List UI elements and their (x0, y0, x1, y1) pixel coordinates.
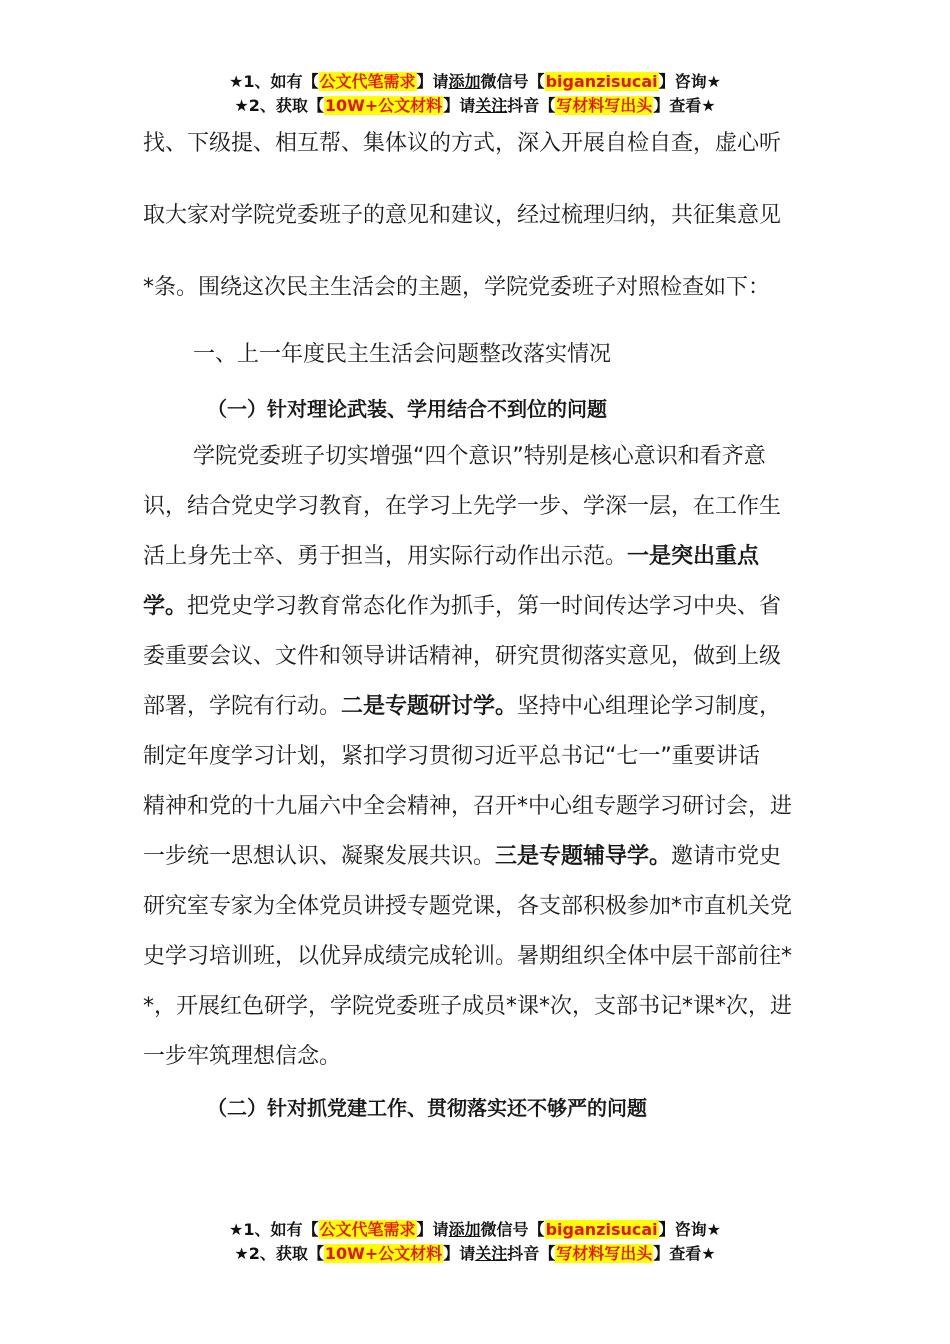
body-line: 研究室专家为全体党员讲授专题党课，各支部积极参加*市直机关党 (143, 894, 793, 919)
body-line: 找、下级提、相互帮、集体议的方式，深入开展自检自查，虚心听 (143, 131, 782, 156)
banner-line-2: ★2、获取【10W+公文材料】请关注抖音【写材料写出头】查看★ (234, 96, 716, 115)
body-line: 制定年度学习计划，紧扣学习贯彻习近平总书记“七一”重要讲话 (143, 744, 760, 769)
body-line: 委重要会议、文件和领导讲话精神，研究贯彻落实意见，做到上级 (143, 644, 782, 669)
document-body (143, 108, 807, 1134)
highlight: 10W+公文材料 (324, 96, 443, 115)
section-heading: 一、上一年度民主生活会问题整改落实情况 (193, 342, 612, 367)
highlight: 写材料写出头 (556, 96, 653, 115)
body-line: 学。把党史学习教育常态化作为抓手，第一时间传达学习中央、省 (143, 594, 782, 619)
bold-phrase: 二是专题研讨学。 (341, 694, 518, 719)
body-line: 一步牢筑理想信念。 (143, 1044, 342, 1069)
bold-phrase: 一是突出重点 (627, 544, 760, 569)
highlight: 公文代笔需求 (319, 72, 416, 91)
body-line: 活上身先士卒、勇于担当，用实际行动作出示范。一是突出重点 (143, 544, 760, 569)
body-line: *条。围绕这次民主生活会的主题，学院党委班子对照检查如下： (143, 275, 771, 300)
bold-phrase: 学。 (143, 594, 188, 619)
body-line: 精神和党的十九届六中全会精神，召开*中心组专题学习研讨会，进 (143, 794, 793, 819)
highlight: 10W+公文材料 (324, 1244, 443, 1263)
subsection-heading: （二）针对抓党建工作、贯彻落实还不够严的问题 (207, 1096, 647, 1120)
body-line: 取大家对学院党委班子的意见和建议，经过梳理归纳，共征集意见 (143, 203, 782, 228)
highlight: 写材料写出头 (556, 1244, 653, 1263)
subsection-heading: （一）针对理论武装、学用结合不到位的问题 (207, 397, 607, 421)
banner-line-1: ★1、如有【公文代笔需求】请添加微信号【biganzisucai】咨询★ (229, 72, 721, 91)
banner-line-1: ★1、如有【公文代笔需求】请添加微信号【biganzisucai】咨询★ (229, 1220, 721, 1239)
body-line: 史学习培训班，以优异成绩完成轮训。暑期组织全体中层干部前往* (143, 944, 793, 969)
footer-banner (0, 1218, 950, 1266)
body-line: 部署，学院有行动。二是专题研讨学。坚持中心组理论学习制度， (143, 694, 782, 719)
highlight: biganzisucai (545, 1220, 658, 1239)
body-line: 一步统一思想认识、凝聚发展共识。三是专题辅导学。邀请市党史 (143, 844, 782, 869)
highlight: biganzisucai (545, 72, 658, 91)
banner-line-2: ★2、获取【10W+公文材料】请关注抖音【写材料写出头】查看★ (234, 1244, 716, 1263)
body-line: 识，结合党史学习教育，在学习上先学一步、学深一层，在工作生 (143, 494, 782, 519)
body-line: 学院党委班子切实增强“四个意识”特别是核心意识和看齐意 (193, 444, 766, 469)
highlight: 公文代笔需求 (319, 1220, 416, 1239)
body-line: *，开展红色研学，学院党委班子成员*课*次，支部书记*课*次，进 (143, 994, 793, 1019)
bold-phrase: 三是专题辅导学。 (495, 844, 672, 869)
